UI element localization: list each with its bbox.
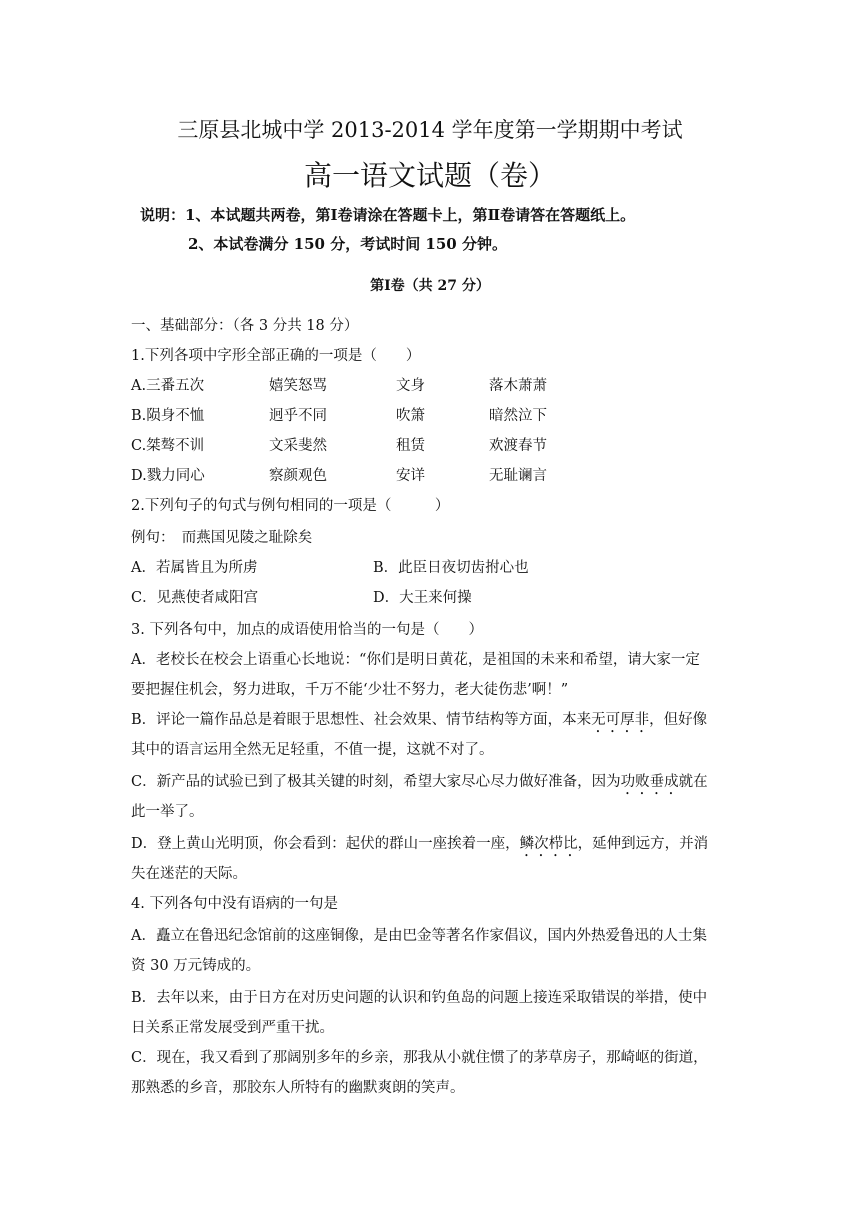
q3-c-text-before: C．新产品的试验已到了极其关键的时刻，希望大家尽心尽力做好准备，因为 [131, 774, 621, 790]
q1-option-b-item-1: B.陨身不恤 [131, 408, 205, 424]
q4-option-b-line-1: B．去年以来，由于日方在对历史问题的认识和钓鱼岛的问题上接连采取错误的举措，使中 [131, 990, 708, 1006]
question-2-example: 例句： 而燕国见陵之耻除矣 [131, 530, 313, 546]
q1-option-b-item-2: 迥乎不同 [269, 408, 327, 424]
q3-option-a-line-2: 要把握住机会，努力进取，千万不能‘少壮不努力，老大徒伤悲’啊！” [131, 682, 569, 698]
q1-option-b-item-3: 吹箫 [396, 408, 425, 424]
q1-option-a-item-2: 嬉笑怒骂 [269, 378, 327, 394]
q2-option-d: D．大王来何操 [373, 590, 472, 606]
q3-d-dotted-idiom: 鳞次栉比 [519, 836, 578, 852]
q3-option-c-line-1 [131, 772, 708, 798]
q3-option-c-line-2: 此一举了。 [131, 804, 204, 820]
part-heading: 一、基础部分：（各 3 分共 18 分） [131, 318, 359, 334]
question-4-stem: 4. 下列各句中没有语病的一句是 [131, 896, 338, 912]
q4-option-a-line-1: A．矗立在鲁迅纪念馆前的这座铜像，是由巴金等著名作家倡议，国内外热爱鲁迅的人士集 [131, 928, 707, 944]
q3-b-text-after: ，但好像 [649, 712, 708, 728]
q3-b-text-before: B．评论一篇作品总是着眼于思想性、社会效果、情节结构等方面，本来 [131, 712, 592, 728]
q3-option-a-line-1: A．老校长在校会上语重心长地说：“你们是明日黄花，是祖国的未来和希望，请大家一定 [131, 652, 700, 668]
q1-option-a-item-1: A.三番五次 [131, 378, 205, 394]
q3-option-d-line-1 [131, 834, 708, 860]
section-title: 第Ⅰ卷（共 27 分） [370, 278, 490, 294]
q1-option-c-item-3: 租赁 [396, 438, 425, 454]
q3-c-text-after: 就在 [678, 774, 708, 790]
q3-option-b-line-2: 其中的语言运用全然无足轻重，不值一提，这就不对了。 [131, 742, 494, 758]
q1-option-d-item-1: D.戮力同心 [131, 468, 205, 484]
q3-c-dotted-idiom: 功败垂成 [620, 774, 679, 790]
q1-option-b-item-4: 暗然泣下 [489, 408, 547, 424]
question-1-stem: 1.下列各项中字形全部正确的一项是（ ） [131, 348, 421, 364]
q3-option-d-line-2: 失在迷茫的天际。 [131, 866, 247, 882]
q4-option-a-line-2: 资 30 万元铸成的。 [131, 958, 261, 974]
school-exam-title: 三原县北城中学 2013-2014 学年度第一学期期中考试 [177, 118, 683, 142]
q1-option-d-item-4: 无耻谰言 [489, 468, 547, 484]
q1-option-a-item-3: 文身 [396, 378, 425, 394]
q1-option-c-item-4: 欢渡春节 [489, 438, 547, 454]
q2-option-b: B．此臣日夜切齿拊心也 [373, 560, 529, 576]
question-2-stem: 2.下列句子的句式与例句相同的一项是（ ） [131, 498, 450, 514]
q3-b-dotted-idiom: 无可厚非 [591, 712, 650, 728]
q4-option-b-line-2: 日关系正常发展受到严重干扰。 [131, 1020, 334, 1036]
q3-option-b-line-1 [131, 710, 707, 736]
instructions-line-1: 说明：1、本试题共两卷，第Ⅰ卷请涂在答题卡上，第Ⅱ卷请答在答题纸上。 [140, 206, 636, 224]
q3-d-text-before: D．登上黄山光明顶，你会看到：起伏的群山一座挨着一座， [131, 836, 520, 852]
q3-d-text-after: ，延伸到远方，并消 [577, 836, 709, 852]
q1-option-a-item-4: 落木萧萧 [489, 378, 547, 394]
q4-option-c-line-1: C．现在，我又看到了那阔别多年的乡亲，那我从小就住惯了的茅草房子，那崎岖的街道， [131, 1050, 708, 1066]
q2-option-c: C．见燕使者咸阳宫 [131, 590, 259, 606]
q2-option-a: A．若属皆且为所虏 [131, 560, 258, 576]
q1-option-c-item-1: C.桀骜不训 [131, 438, 205, 454]
q4-option-c-line-2: 那熟悉的乡音，那胶东人所特有的幽默爽朗的笑声。 [131, 1080, 465, 1096]
instructions-line-2: 2、本试卷满分 150 分，考试时间 150 分钟。 [188, 235, 507, 253]
question-3-stem: 3. 下列各句中，加点的成语使用恰当的一句是（ ） [131, 622, 483, 638]
q1-option-c-item-2: 文采斐然 [269, 438, 327, 454]
q1-option-d-item-3: 安详 [396, 468, 425, 484]
q1-option-d-item-2: 察颜观色 [269, 468, 327, 484]
paper-title: 高一语文试题（卷） [303, 159, 556, 192]
